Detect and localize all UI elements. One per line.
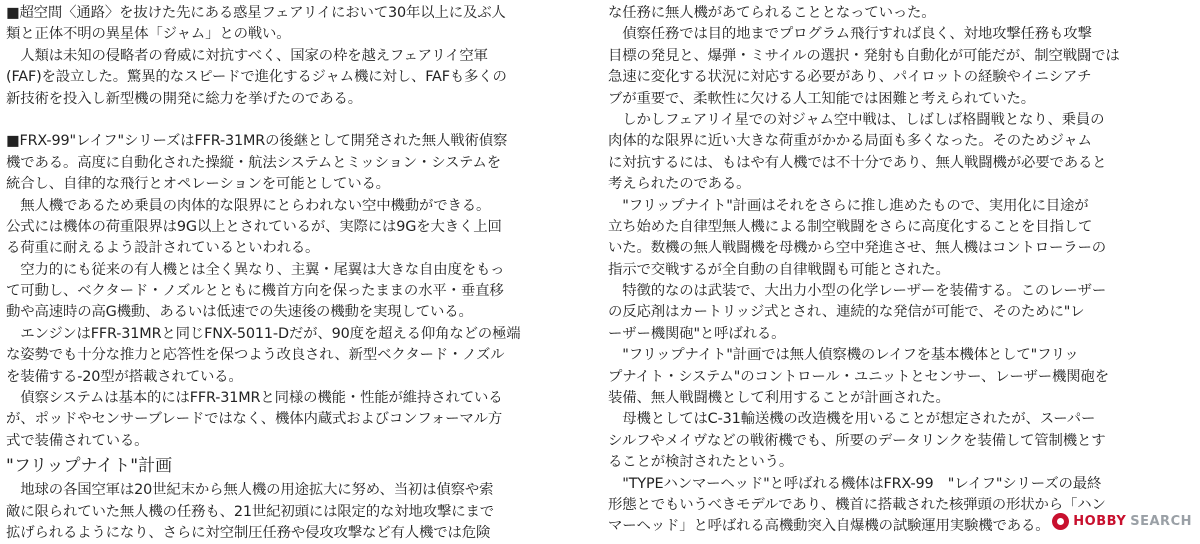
text-line: エンジンはFFR-31MRと同じFNX-5011-Dだが、90度を超える仰角などの極端 <box>6 325 521 342</box>
text-line: (FAF)を設立した。驚異的なスピードで進化するジャム機に対し、FAFも多くの <box>6 69 507 86</box>
text-line: 拡げられるようになり、さらに対空制圧任務や侵攻攻撃など有人機では危険 <box>6 524 491 541</box>
text-line: る荷重に耐えるよう設計されているといわれる。 <box>6 240 320 257</box>
text-line: 急速に変化する状況に対応する必要があり、パイロットの経験やイニシアチ <box>608 69 1092 86</box>
text-line: 空力的にも従来の有人機とは全く異なり、主翼・尾翼は大きな自由度をもっ <box>6 261 505 278</box>
paragraph-gap <box>6 110 590 131</box>
text-line: 式で装備されている。 <box>6 432 149 449</box>
text-line: "フリップナイト"計画はそれをさらに推し進めたもので、実用化に目途が <box>608 197 1089 214</box>
text-line: 目標の発見と、爆弾・ミサイルの選択・発射も自動化が可能だが、制空戦闘では <box>608 47 1120 64</box>
text-line: 機である。高度に自動化された操縦・航法システムとミッション・システムを <box>6 154 501 171</box>
text-line: 統合し、自律的な飛行とオペレーションを可能としている。 <box>6 176 390 193</box>
text-line: 肉体的な限界に近い大きな荷重がかかる局面も多くなった。そのためジャム <box>608 133 1092 150</box>
text-line: に対抗するには、もはや有人機では不十分であり、無人戦闘機が必要であると <box>608 154 1107 171</box>
text-line: しかしフェアリイ星での対ジャム空中戦は、しばしば格闘戦となり、乗員の <box>608 111 1105 128</box>
text-line: 特徴的なのは武装で、大出力小型の化学レーザーを装備する。このレーザー <box>608 283 1107 300</box>
text-line: 新技術を投入し新型機の開発に総力を挙げたのである。 <box>6 90 363 107</box>
text-line: な任務に無人機があてられることとなっていった。 <box>608 5 936 21</box>
left-column <box>6 3 590 544</box>
hobby-search-logo-icon <box>1052 513 1069 530</box>
text-line: 立ち始めた自律型無人機による制空戦闘をさらに高度化することを目指して <box>608 218 1093 235</box>
section-heading: "フリップナイト"計画 <box>6 456 173 477</box>
paragraph-flipknight <box>6 480 590 544</box>
text-line: 公式には機体の荷重限界は9G以上とされているが、実際には9Gを大きく上回 <box>6 218 502 235</box>
text-line: 無人機であるため乗員の肉体的な限界にとらわれない空中機動ができる。 <box>6 197 491 214</box>
text-line: 装備、無人戦闘機として利用することが計画された。 <box>608 390 950 407</box>
watermark <box>1052 513 1192 530</box>
text-line: て可動し、ベクタード・ノズルとともに機首方向を保ったままの水平・垂直移 <box>6 283 504 300</box>
text-line: 敵に限られていた無人機の任務も、21世紀初頭には限定的な対地攻撃にまで <box>6 503 494 520</box>
paragraph-intro <box>6 3 590 110</box>
text-line: ブが重要で、柔軟性に欠ける人工知能では困難と考えられていた。 <box>608 90 1035 107</box>
text-line: な姿勢でも十分な推力と応答性を保つよう改良され、新型ベクタード・ノズル <box>6 347 505 364</box>
text-line: 指示で交戦するが全自動の自律戦闘も可能とされた。 <box>608 261 950 278</box>
text-line: 類と正体不明の異星体「ジャム」との戦い。 <box>6 26 291 43</box>
text-line: いた。数機の無人戦闘機を母機から空中発進させ、無人機はコントローラーの <box>608 240 1106 257</box>
text-line: 偵察任務では目的地までプログラム飛行すれば良く、対地攻撃任務も攻撃 <box>608 26 1092 43</box>
text-line: 母機としてはC-31輸送機の改造機を用いることが想定されたが、スーパー <box>608 411 1096 428</box>
text-line: マーヘッド」と呼ばれる高機動突入自爆機の試験運用実験機である。 <box>608 518 1050 535</box>
text-line: シルフやメイヴなどの戦術機でも、所要のデータリンクを装備して管制機とす <box>608 432 1106 449</box>
text-line: 偵察システムは基本的にはFFR-31MRと同様の機能・性能が維持されている <box>6 390 503 407</box>
text-line: 形態とでもいうべきモデルであり、機首に搭載された核弾頭の形状から「ハン <box>608 496 1106 513</box>
text-line: を装備する-20型が搭載されている。 <box>6 368 243 385</box>
text-line: 動や高速時の高G機動、あるいは低速での失速後の機動を実現している。 <box>6 304 473 321</box>
watermark-brand: HOBBY <box>1073 514 1127 529</box>
text-line: 人類は未知の侵略者の脅威に対抗すべく、国家の枠を越えフェアリイ空軍 <box>6 47 488 64</box>
text-line: の反応剤はカートリッジ式とされ、連続的な発信が可能で、そのために"レ <box>608 304 1085 321</box>
text-line: "フリップナイト"計画では無人偵察機のレイフを基本機体として"フリッ <box>608 347 1079 364</box>
text-line: ーザー機関砲"と呼ばれる。 <box>608 325 786 342</box>
right-column <box>608 3 1194 538</box>
text-line: ■FRX-99"レイフ"シリーズはFFR-31MRの後継として開発された無人戦術偵察 <box>6 133 508 150</box>
text-line: 考えられたのである。 <box>608 176 751 193</box>
text-line: 地球の各国空軍は20世紀末から無人機の用途拡大に努め、当初は偵察や索 <box>6 482 494 499</box>
paragraph-frx99 <box>6 131 590 452</box>
text-line: が、ポッドやセンサーブレードではなく、機体内蔵式およびコンフォーマル方 <box>6 411 503 428</box>
text-line: "TYPEハンマーヘッド"と呼ばれる機体はFRX-99 "レイフ"シリーズの最終 <box>608 475 1102 492</box>
text-line: ることが検討されたという。 <box>608 454 794 471</box>
text-line: プナイト・システム"のコントロール・ユニットとセンサー、レーザー機関砲を <box>608 368 1110 385</box>
text-line: ■超空間〈通路〉を抜けた先にある惑星フェアリイにおいて30年以上に及ぶ人 <box>6 5 506 21</box>
watermark-suffix: SEARCH <box>1130 514 1192 529</box>
